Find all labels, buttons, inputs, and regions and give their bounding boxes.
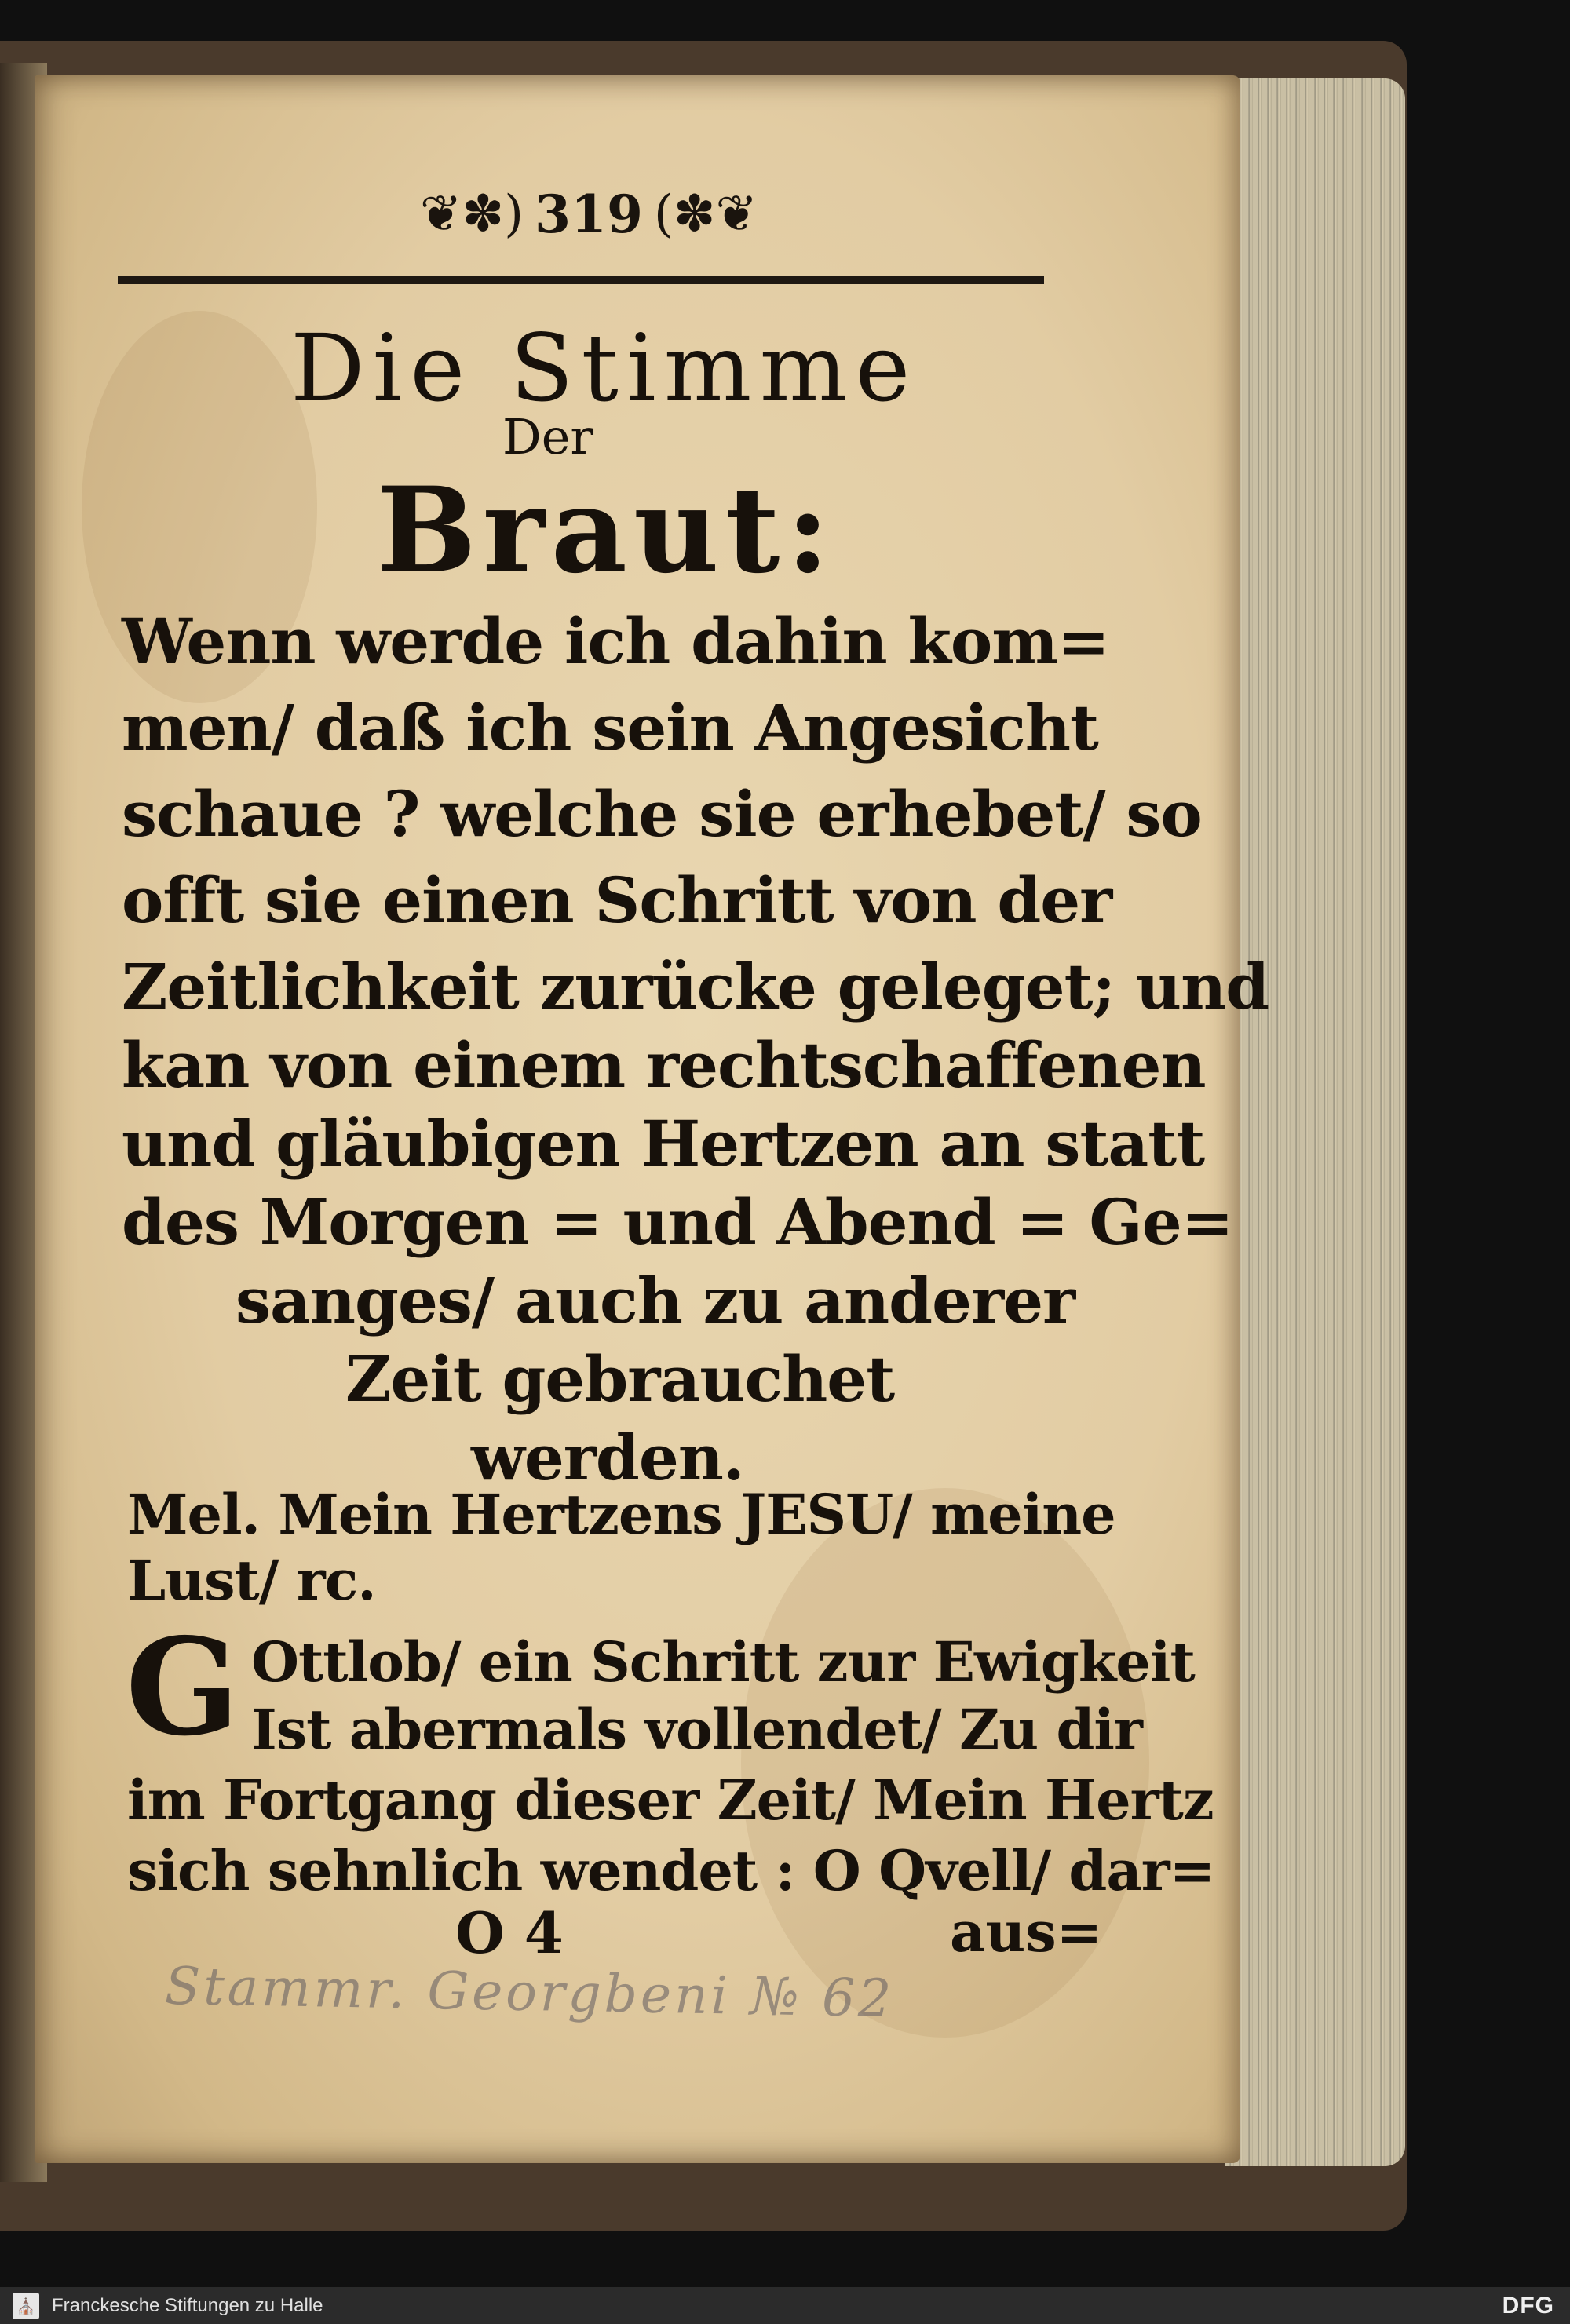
title-line-3: Braut: — [377, 462, 836, 600]
signature-mark: O 4 — [455, 1899, 564, 1966]
body-line: kan von einem rechtschaffenen — [122, 1028, 1206, 1102]
institution-name: Franckesche Stiftungen zu Halle — [52, 2294, 323, 2316]
body-line: offt sie einen Schritt von der — [122, 863, 1112, 937]
running-head — [369, 179, 809, 250]
body-line: Zeitlichkeit zurücke geleget; und — [122, 950, 1269, 1023]
title-line-1: Die Stimme — [290, 314, 918, 422]
header-rule — [118, 276, 1044, 284]
handwritten-shelfmark: Stammr. Georgbeni № 62 — [164, 1955, 895, 2030]
body-line: schaue ? welche sie erhebet/ so — [122, 777, 1202, 851]
drop-cap: G — [126, 1609, 240, 1766]
verse-line: Ottlob/ ein Schritt zur Ewigkeit — [251, 1629, 1195, 1695]
title-line-2: Der — [502, 408, 594, 465]
ornament-left-icon: ❦✽) — [419, 185, 524, 243]
body-line: Wenn werde ich dahin kom= — [122, 604, 1109, 678]
verse-line: sich sehnlich wendet : O Qvell/ dar= — [127, 1838, 1215, 1903]
melody-line: Mel. Mein Hertzens JESU/ meine — [127, 1482, 1115, 1547]
footer-bar — [0, 2287, 1570, 2324]
ornament-right-icon: (✽❦ — [653, 185, 758, 243]
dfg-logo: DFG — [1502, 2292, 1554, 2319]
body-line: des Morgen = und Abend = Ge= — [122, 1185, 1233, 1259]
body-line: werden. — [471, 1421, 744, 1494]
institution-logo-icon: ⛪ — [13, 2293, 39, 2319]
verse-line: im Fortgang dieser Zeit/ Mein Hertz — [127, 1768, 1214, 1833]
melody-line: Lust/ rc. — [127, 1548, 376, 1613]
body-line: und gläubigen Hertzen an statt — [122, 1107, 1205, 1180]
body-line: sanges/ auch zu anderer — [236, 1264, 1075, 1337]
catchword: aus= — [950, 1899, 1103, 1965]
body-line: men/ daß ich sein Angesicht — [122, 691, 1098, 764]
page-number: 319 — [535, 184, 643, 245]
verse-line: Ist abermals vollendet/ Zu dir — [251, 1697, 1142, 1762]
body-line: Zeit gebrauchet — [345, 1342, 895, 1416]
page-edges — [1225, 78, 1405, 2166]
